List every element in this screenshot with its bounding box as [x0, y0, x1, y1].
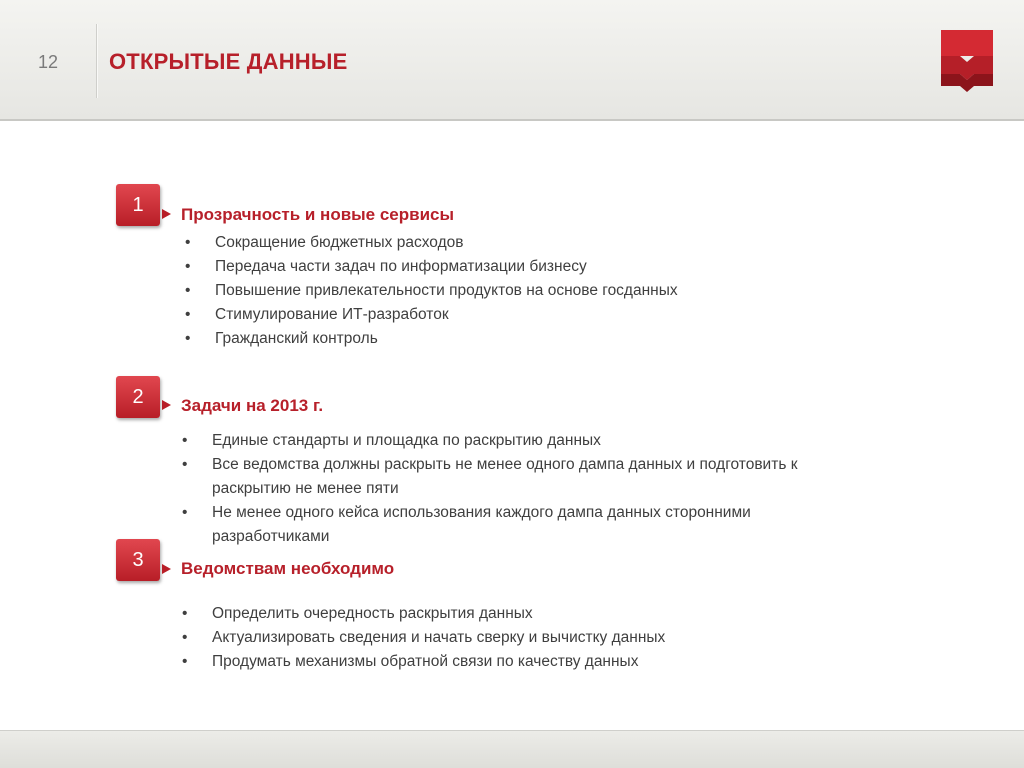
list-item: • Сокращение бюджетных расходов	[215, 231, 678, 255]
section-title: Прозрачность и новые сервисы	[181, 205, 455, 224]
bullet-dot: •	[185, 330, 191, 347]
bullet-dot: •	[185, 258, 191, 275]
list-item: • Гражданский контроль	[215, 327, 678, 351]
bullet-list	[182, 602, 666, 674]
badge-arrow-icon	[162, 209, 171, 219]
bullet-dot: •	[182, 629, 188, 646]
section-number-badge: 1	[116, 184, 160, 226]
bullet-dot: •	[185, 282, 191, 299]
list-item: • Передача части задач по информатизации бизнесу	[215, 255, 678, 279]
page-number: 12	[38, 52, 59, 72]
slide-footer	[0, 730, 1024, 768]
bullet-list	[182, 429, 872, 549]
badge-arrow-icon	[162, 400, 171, 410]
list-item: • Единые стандарты и площадка по раскрытию данных	[212, 429, 872, 453]
section-title: Задачи на 2013 г.	[181, 396, 324, 415]
list-item: • Стимулирование ИТ-разработок	[215, 303, 678, 327]
page-title: ОТКРЫТЫЕ ДАННЫЕ	[109, 49, 348, 74]
bullet-dot: •	[182, 432, 188, 449]
bullet-dot: •	[182, 605, 188, 622]
list-item: • Определить очередность раскрытия данных	[212, 602, 665, 626]
slide-header	[0, 0, 1024, 121]
list-item: • Повышение привлекательности продуктов на основе госданных	[215, 279, 678, 303]
bullet-dot: •	[185, 234, 191, 251]
bullet-dot: •	[182, 653, 188, 670]
bullet-list	[185, 231, 678, 351]
list-item: • Продумать механизмы обратной связи по качеству данных	[212, 650, 665, 674]
list-item: • Все ведомства должны раскрыть не менее одного дампа данных и подготовить к раскрытию не менее пяти	[212, 453, 872, 501]
list-item: • Не менее одного кейса использования каждого дампа данных сторонними разработчиками	[212, 501, 872, 549]
bullet-dot: •	[182, 456, 188, 473]
list-item: • Актуализировать сведения и начать сверку и вычистку данных	[212, 626, 665, 650]
section-title: Ведомствам необходимо	[181, 559, 395, 578]
badge-arrow-icon	[162, 564, 171, 574]
section-number-badge: 3	[116, 539, 160, 581]
section-number-badge: 2	[116, 376, 160, 418]
bullet-dot: •	[185, 306, 191, 323]
bullet-dot: •	[182, 504, 188, 521]
header-divider	[96, 24, 98, 98]
brand-logo-icon	[941, 30, 993, 92]
